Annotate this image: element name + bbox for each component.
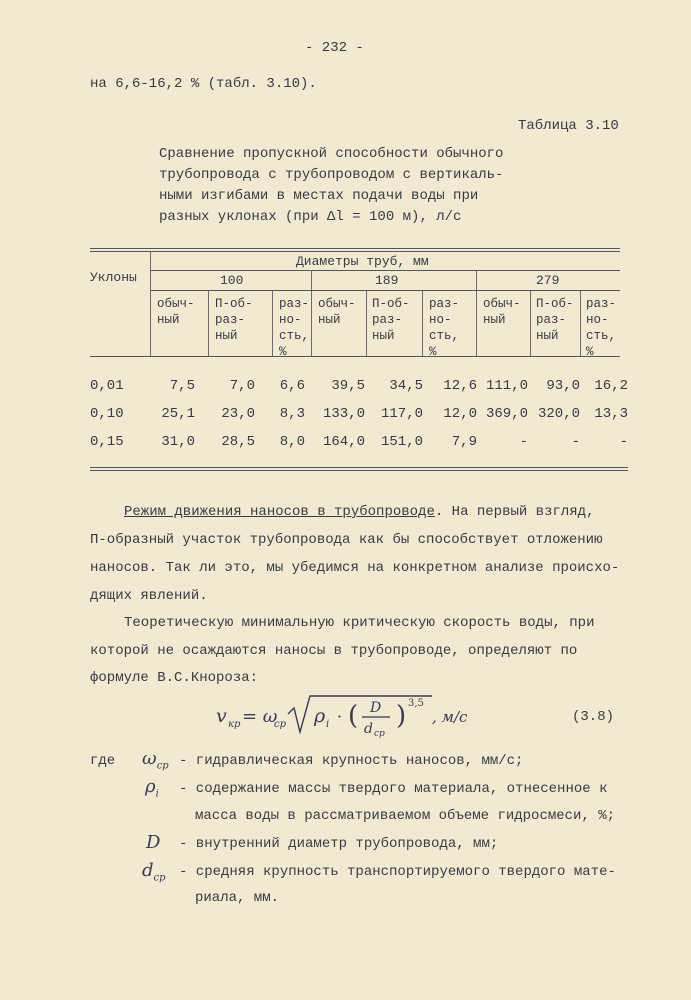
value-cell: 13,3 <box>594 406 628 422</box>
paragraph-line: формуле В.С.Кнороза: <box>90 670 259 686</box>
value-cell: 28,5 <box>221 434 255 450</box>
paragraph-line: наносов. Так ли это, мы убедимся на конкретном анализе происхо- <box>90 560 620 576</box>
formula-lhs-sub: кр <box>228 719 241 730</box>
value-cell: 12,0 <box>443 406 477 422</box>
value-cell: - <box>519 434 528 450</box>
formula-units: , м/с <box>432 708 468 726</box>
formula-number: (3.8) <box>572 709 615 725</box>
definition-text: масса воды в рассматриваемом объеме гидросмеси, %; <box>195 808 616 824</box>
value-cell: 31,0 <box>161 434 195 450</box>
value-cell: 8,0 <box>279 434 305 450</box>
caption-line: ными изгибами в местах подачи воды при <box>159 188 479 204</box>
diameter-279: 279 <box>536 273 560 288</box>
diameter-header: Диаметры труб, мм <box>296 254 429 269</box>
formula-lhs: v <box>216 705 227 727</box>
value-cell: 151,0 <box>380 434 423 450</box>
subheader-u-shaped: П-об- раз- ный <box>372 297 410 343</box>
subheader-ordinary: обыч- ный <box>483 297 521 327</box>
value-cell: 7,9 <box>451 434 477 450</box>
definition-text: риала, мм. <box>195 890 280 906</box>
paragraph-line <box>124 504 595 520</box>
value-cell: 7,0 <box>229 378 255 394</box>
value-cell: 6,6 <box>279 378 305 394</box>
value-cell: 16,2 <box>594 378 628 394</box>
formula-graphic <box>210 692 530 742</box>
value-cell: 369,0 <box>485 406 528 422</box>
value-cell: 25,1 <box>161 406 195 422</box>
formula-rho: ρ <box>314 705 326 727</box>
formula-equals-omega: = ω <box>242 706 278 727</box>
section-heading: Режим движения наносов в трубопроводе <box>124 504 435 520</box>
value-cell: 34,5 <box>389 378 423 394</box>
value-cell: 23,0 <box>221 406 255 422</box>
symbol: D <box>146 832 161 853</box>
slope-cell: 0,10 <box>90 406 124 422</box>
page-number: - 232 - <box>305 40 364 56</box>
value-cell: - <box>571 434 580 450</box>
value-cell: 133,0 <box>322 406 365 422</box>
formula-omega-sub: ср <box>274 719 287 730</box>
formula-rho-sub: i <box>326 719 330 730</box>
caption-line: трубопровода с трубопроводом с вертикаль- <box>159 167 504 183</box>
intro-line: на 6,6-16,2 % (табл. 3.10). <box>90 76 317 92</box>
table-label: Таблица 3.10 <box>518 118 619 134</box>
symbol: $d_{ср}$ <box>142 860 166 884</box>
value-cell: 164,0 <box>322 434 365 450</box>
formula-exponent: 3,5 <box>408 698 424 709</box>
subheader-difference: раз- но- сть, % <box>429 297 460 359</box>
definition-text: - гидравлическая крупность наносов, мм/с; <box>179 753 524 769</box>
definition-text: - средняя крупность транспортируемого твердого мате- <box>179 864 616 880</box>
slope-cell: 0,15 <box>90 434 124 450</box>
diameter-189: 189 <box>375 273 399 288</box>
subheader-ordinary: обыч- ный <box>318 297 356 327</box>
value-cell: - <box>619 434 628 450</box>
definition-text: - внутренний диаметр трубопровода, мм; <box>179 836 499 852</box>
value-cell: 39,5 <box>331 378 365 394</box>
subheader-difference: раз- но- сть, % <box>586 297 617 359</box>
formula-frac-den: d <box>364 721 373 737</box>
paragraph-line: дящих явлений. <box>90 588 208 604</box>
diameter-100: 100 <box>220 273 244 288</box>
subheader-ordinary: обыч- ный <box>157 297 195 327</box>
caption-line: разных уклонах (при Δl = 100 м), л/с <box>159 209 462 225</box>
value-cell: 7,5 <box>169 378 195 394</box>
svg-text:(: ( <box>348 701 359 731</box>
value-cell: 320,0 <box>537 406 580 422</box>
slope-header: Уклоны <box>90 270 137 285</box>
where-word: где <box>90 753 116 769</box>
subheader-u-shaped: П-об- раз- ный <box>536 297 574 343</box>
caption-line: Сравнение пропускной способности обычного <box>159 146 504 162</box>
svg-text:): ) <box>396 701 407 731</box>
value-cell: 93,0 <box>546 378 580 394</box>
subheader-difference: раз- но- сть, % <box>279 297 310 359</box>
paragraph-line: П-образный участок трубопровода как бы способствует отложению <box>90 532 603 548</box>
subheader-u-shaped: П-об- раз- ный <box>215 297 253 343</box>
heading-tail: . На первый взгляд, <box>434 504 595 520</box>
formula-frac-num: D <box>370 700 382 716</box>
value-cell: 111,0 <box>485 378 528 394</box>
symbol: $\rho_i$ <box>145 776 159 800</box>
value-cell: 117,0 <box>380 406 423 422</box>
value-cell: 8,3 <box>279 406 305 422</box>
definition-text: - содержание массы твердого материала, отнесенное к <box>179 781 608 797</box>
slope-cell: 0,01 <box>90 378 124 394</box>
symbol: $\omega_{ср}$ <box>142 748 169 772</box>
svg-text:·: · <box>337 707 343 726</box>
paragraph-line: которой не осаждаются наносы в трубопроводе, определяют по <box>90 643 578 659</box>
paragraph-line: Теоретическую минимальную критическую скорость воды, при <box>124 615 595 631</box>
formula-frac-den-sub: ср <box>374 729 385 739</box>
value-cell: 12,6 <box>443 378 477 394</box>
